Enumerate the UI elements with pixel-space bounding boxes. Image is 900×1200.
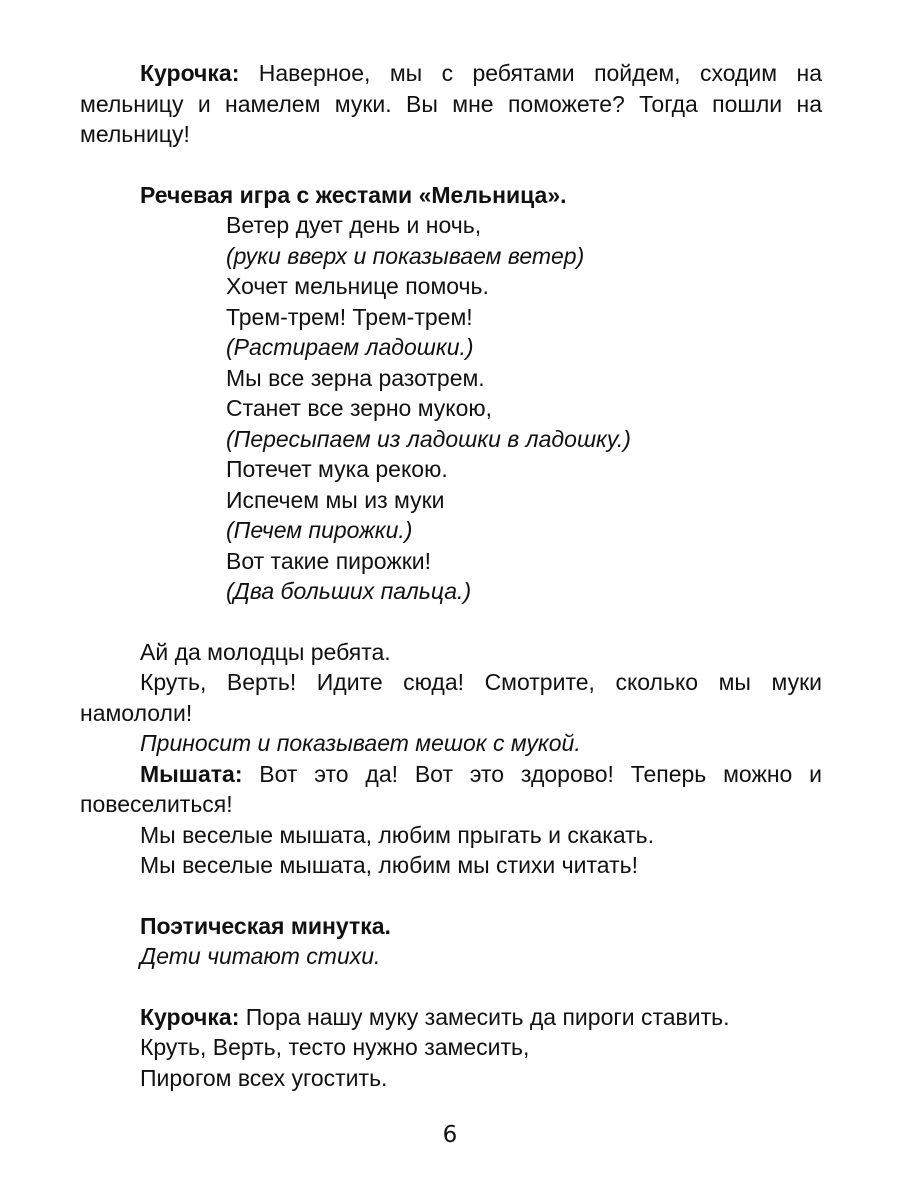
mice-verse-line: Мы веселые мышата, любим мы стихи читать! — [140, 852, 638, 878]
verse-line: Станет все зерно мукою, — [226, 395, 493, 421]
spacer — [80, 150, 822, 180]
document-page — [80, 58, 822, 1093]
speaker-label: Курочка: — [140, 60, 240, 86]
ending-line: Пирогом всех угостить. — [140, 1064, 388, 1091]
mice-verse-line: Мы веселые мышата, любим прыгать и скакать. — [140, 821, 655, 848]
intro-text: Наверное, мы с ребятами пойдем, сходим на мельницу и намелем муки. Вы мне поможете? Тогда пошли на мельницу! — [80, 60, 822, 147]
verse-line: Трем-трем! Трем-трем! — [226, 303, 473, 330]
ending-text: Пора нашу муку замесить да пироги ставить. — [239, 1003, 730, 1030]
stage-direction: Приносит и показывает мешок с мукой. — [140, 730, 581, 756]
call-paragraph: Круть, Верть! Идите сюда! Смотрите, сколько мы муки намололи! — [80, 669, 822, 726]
stage-direction: (Печем пирожки.) — [226, 517, 413, 543]
ending-line: Круть, Верть, тесто нужно замесить, — [140, 1034, 530, 1060]
mice-speech: Вот это да! Вот это здорово! Теперь можно и повеселиться! — [80, 760, 822, 817]
section-title: Речевая игра с жестами «Мельница». — [140, 181, 567, 208]
stage-direction: (руки вверх и показываем ветер) — [226, 242, 585, 269]
praise-line: Ай да молодцы ребята. — [140, 638, 391, 665]
speaker-label: Мышата: — [140, 760, 243, 787]
stage-direction: Дети читают стихи. — [140, 943, 381, 969]
verse-line: Ветер дует день и ночь, — [226, 212, 482, 238]
spacer — [80, 881, 822, 911]
stage-direction: (Растираем ладошки.) — [226, 334, 474, 360]
game-verse — [80, 210, 822, 607]
intro-paragraph — [80, 58, 822, 150]
verse-line: Потечет мука рекою. — [226, 456, 448, 482]
page-number: 6 — [442, 1122, 458, 1148]
spacer — [80, 972, 822, 1002]
verse-line: Хочет мельнице помочь. — [226, 273, 489, 299]
verse-line: Мы все зерна разотрем. — [226, 364, 485, 391]
stage-direction: (Пересыпаем из ладошки в ладошку.) — [226, 425, 631, 452]
speaker-label: Курочка: — [140, 1003, 240, 1030]
verse-line: Испечем мы из муки — [226, 486, 445, 513]
mice-paragraph — [80, 759, 822, 820]
spacer — [80, 607, 822, 637]
section-title: Поэтическая минутка. — [140, 912, 391, 939]
ending-paragraph — [80, 1002, 822, 1033]
stage-direction: (Два больших пальца.) — [226, 578, 472, 604]
verse-line: Вот такие пирожки! — [226, 547, 432, 574]
